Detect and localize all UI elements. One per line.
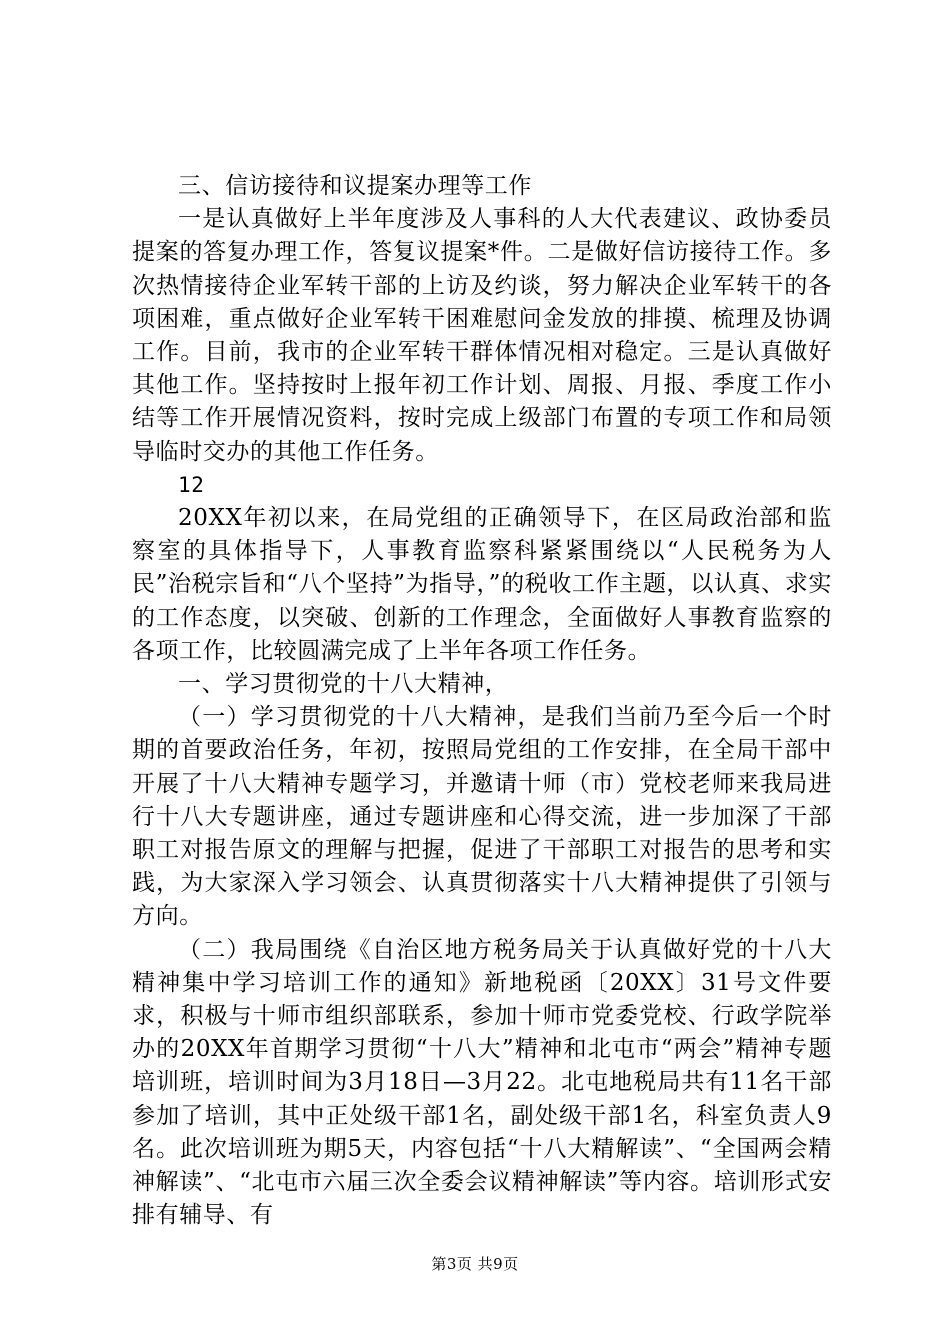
subsection-one-paragraph: （一）学习贯彻党的十八大精神，是我们当前乃至今后一个时期的首要政治任务，年初，按照局党组的工作安排，在全局干部中开展了十八大精神专题学习，并邀请十师（市）党校老师来我局进行十八大专题讲座，通过专题讲座和心得交流，进一步加深了干部职工对报告原文的理解与把握，促进了干部职工对报告的思考和实践，为大家深入学习领会、认真贯彻落实十八大精神提供了引领与方向。 [132, 704, 832, 930]
page-footer: 第3页 共9页 [431, 1255, 519, 1273]
section-one-heading: 一、学习贯彻党的十八大精神， [178, 671, 509, 698]
document-body [132, 170, 832, 1233]
stray-page-number: 12 [178, 472, 205, 497]
subsection-two-paragraph: （二）我局围绕《自治区地方税务局关于认真做好党的十八大精神集中学习培训工作的通知》新地税函〔20XX〕31号文件要求，积极与十师市组织部联系，参加十师市党委党校、行政学院举办的20XX年首期学习贯彻“十八大”精神和北屯市“两会”精神专题培训班，培训时间为3月18日—3月22。北屯地税局共有11名干部参加了培训，其中正处级干部1名，副处级干部1名，科室负责人9名。此次培训班为期5天，内容包括“十八大精解读”、“全国两会精神解读”、“北屯市六届三次全委会议精神解读”等内容。培训形式安排有辅导、有 [132, 936, 832, 1229]
section-three-body: 一是认真做好上半年度涉及人事科的人大代表建议、政协委员提案的答复办理工作，答复议提案*件。二是做好信访接待工作。多次热情接待企业军转干部的上访及约谈，努力解决企业军转干的各项困难，重点做好企业军转干困难慰问金发放的排摸、梳理及协调工作。目前，我市的企业军转干群体情况相对稳定。三是认真做好其他工作。坚持按时上报年初工作计划、周报、月报、季度工作小结等工作开展情况资料，按时完成上级部门布置的专项工作和局领导临时交办的其他工作任务。 [132, 206, 832, 465]
section-three-heading: 三、信访接待和议提案办理等工作 [178, 173, 532, 199]
intro-paragraph: 20XX年初以来，在局党组的正确领导下，在区局政治部和监察室的具体指导下，人事教育监察科紧紧围绕以“人民税务为人民”治税宗旨和“八个坚持”为指导，”的税收工作主题，以认真、求实的工作态度，以突破、创新的工作理念，全面做好人事教育监察的各项工作，比较圆满完成了上半年各项工作任务。 [132, 505, 832, 664]
